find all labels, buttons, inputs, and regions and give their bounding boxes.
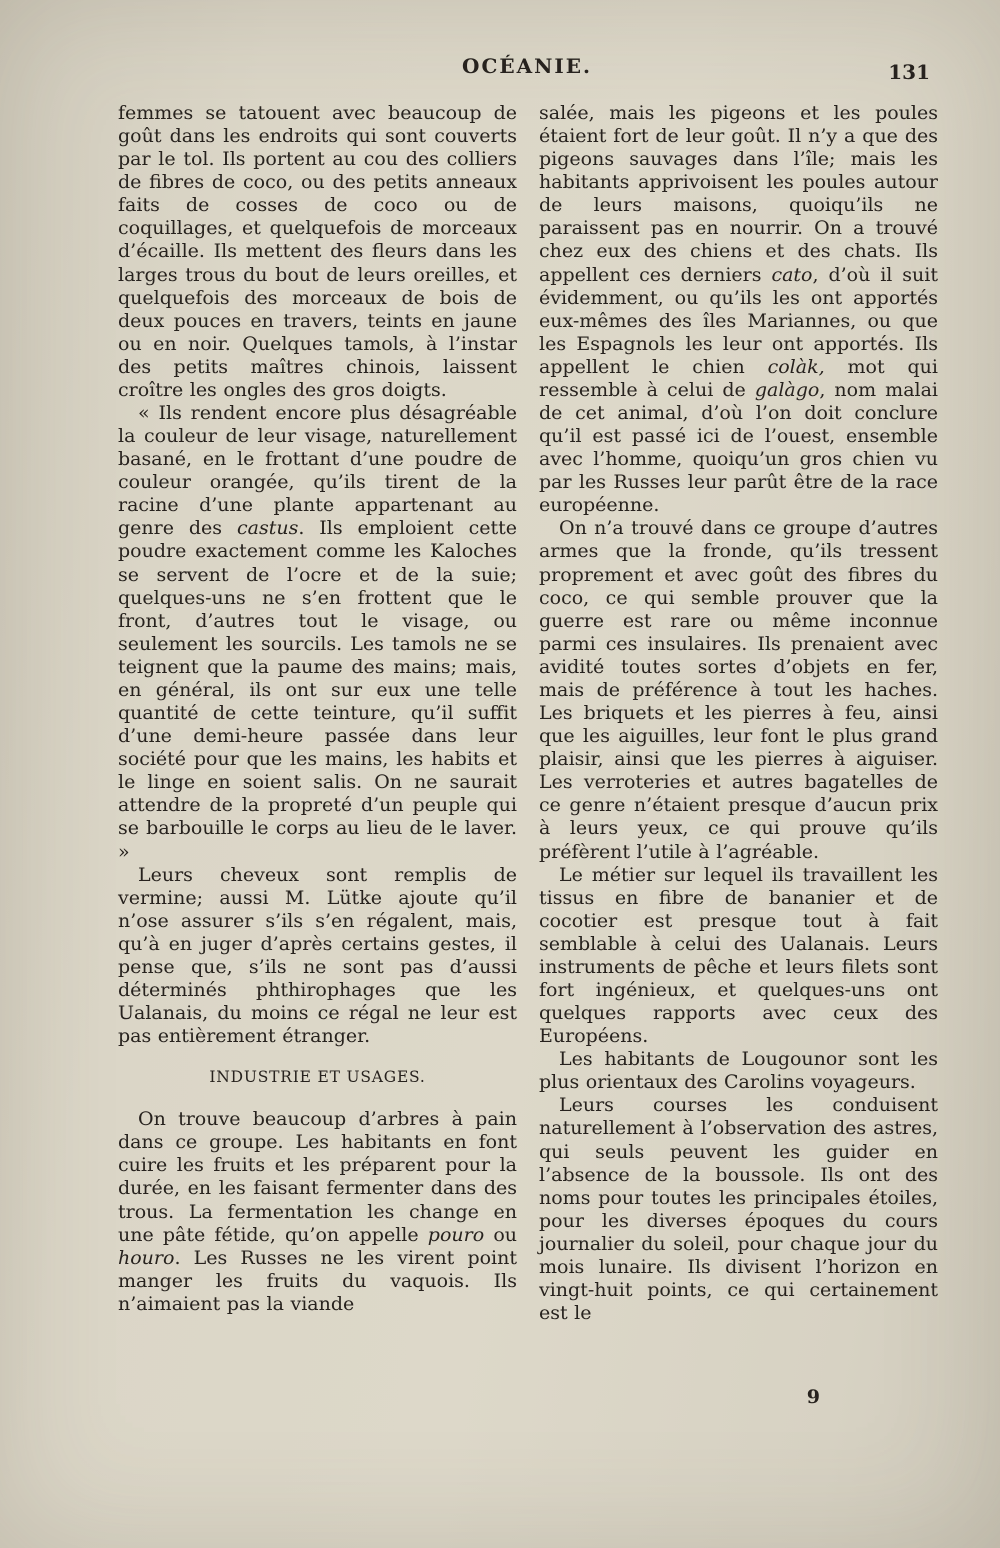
paragraph [539,517,938,863]
text-run: Le métier sur lequel ils travaillent les tissus en fibre de bananier et de cocotier est presque tout à fait semblable à celui des Ualanais. Leurs instruments de pêche et leurs filets sont fort ingénieux, et quelques-uns ont quelques rapports avec ceux des Européens. [539,863,938,1048]
italic-text-run: galàgo [754,378,820,401]
running-title: OCÉANIE. [462,54,592,78]
text-run: mot qui ressemble à celui de [539,355,938,401]
text-run: Leurs cheveux sont remplis de vermine; aussi M. Lütke ajoute qu’il n’ose assurer s’ils s’en régalent, mais, qu’à en juger d’après certains gestes, il pense que, s’ils ne sont pas d’aussi déterminés phthirophages que les Ualanais, du moins ce régal ne leur est pas entièrement étranger. [118,863,517,1048]
text-run: « Ils rendent encore plus désagréable la couleur de leur visage, naturellement basané, en le frottant d’une poudre de couleur orangée, qu’ils tirent de la racine d’une plante appartenant au genre des [118,402,517,540]
paragraph [118,1108,517,1316]
text-columns [0,96,1000,1325]
italic-text-run: castus [236,517,299,540]
italic-text-run: colàk, [767,355,825,378]
text-run: On trouve beaucoup d’arbres à pain dans ce groupe. Les habitants en font cuire les fruits et les préparent pour la durée, en les faisant fermenter dans des trous. La fermentation les change en une pâte fétide, qu’on appelle [118,1108,517,1246]
text-run: . Les Russes ne les virent point manger les fruits du vaquois. Ils n’aimaient pas la viande [118,1246,517,1315]
paragraph [539,864,938,1049]
page-number: 131 [888,60,930,84]
text-run: ou [484,1223,517,1246]
paragraph [539,102,938,517]
text-run: , nom malai de cet animal, d’où l’on doit conclure qu’il est passé ici de l’ouest, ensemble avec l’homme, quoiqu’un gros chien vu par les Russes leur parût être de la race européenne. [539,378,939,517]
section-heading: INDUSTRIE ET USAGES. [209,1068,426,1087]
italic-text-run: pouro [427,1223,485,1246]
paragraph [118,102,517,402]
paragraph [118,864,517,1049]
text-run: , d’où il suit évidemment, ou qu’ils les ont apportés eux-mêmes des îles Mariannes, ou que les Espagnols les leur ont apportés. Ils appellent le chien [539,263,938,378]
text-run: Leurs courses les conduisent naturellement à l’observation des astres, qui seuls peuvent les guider en l’absence de la boussole. Ils ont des noms pour toutes les principales étoiles, pour les diverses époques du cours journalier du soleil, pour chaque jour du mois lunaire. Ils divisent l’horizon en vingt-huit points, ce qui certainement est le [539,1094,938,1325]
left-column [118,102,517,1325]
paragraph [539,1048,938,1094]
text-run: . Ils emploient cette poudre exactement comme les Kaloches se servent de l’ocre et de la suie; quelques-uns ne s’en frottent que le front, d’autres tout le visage, ou seulement les sourcils. Les tamols ne se teignent que la paume des mains; mais, en général, ils ont sur eux une telle quantité de cette teinture, qu’il suffit d’une demi-heure passée dans leur société pour que les mains, les habits et le linge en soient salis. On ne saurait attendre de la propreté d’un peuple qui se barbouille le corps au lieu de le laver. » [118,517,517,863]
page-header [0,0,1000,96]
italic-text-run: cato [771,263,813,286]
paragraph [539,1094,938,1325]
right-column [539,102,938,1325]
paragraph [118,402,517,864]
signature-mark: 9 [806,1386,820,1408]
text-run: On n’a trouvé dans ce groupe d’autres armes que la fronde, qu’ils tressent proprement et avec goût des fibres du coco, ce qui semble prouver que la guerre est rare ou même inconnue parmi ces insulaires. Ils prenaient avec avidité toutes sortes d’objets en fer, mais de préférence à tout les haches. Les briquets et les pierres à feu, ainsi que les aiguilles, leur font le plus grand plaisir, ainsi que les pierres à aiguiser. Les verroteries et autres bagatelles de ce genre n’étaient presque d’aucun prix à leurs yeux, ce qui prouve qu’ils préfèrent l’utile à l’agréable. [539,517,938,863]
text-run: Les habitants de Lougounor sont les plus orientaux des Carolins voyageurs. [539,1048,938,1094]
text-run: femmes se tatouent avec beaucoup de goût dans les endroits qui sont couverts par le tol. Ils portent au cou des colliers de fibres de coco, ou des petits anneaux faits de cosses de coco ou de coquillages, et quelquefois de morceaux d’écaille. Ils mettent des fleurs dans les larges trous du bout de leurs oreilles, et quelquefois des morceaux de bois de deux pouces en travers, teints en jaune ou en noir. Quelques tamols, à l’instar des petits maîtres chinois, laissent croître les ongles des gros doigts. [118,102,517,401]
italic-text-run: houro [118,1246,175,1269]
text-run: salée, mais les pigeons et les poules étaient fort de leur goût. Il n’y a que des pigeons sauvages dans l’île; mais les habitants apprivoisent les poules autour de leurs maisons, quoiqu’ils ne paraissent pas en nourrir. On a trouvé chez eux des chiens et des chats. Ils appellent ces derniers [539,102,938,286]
